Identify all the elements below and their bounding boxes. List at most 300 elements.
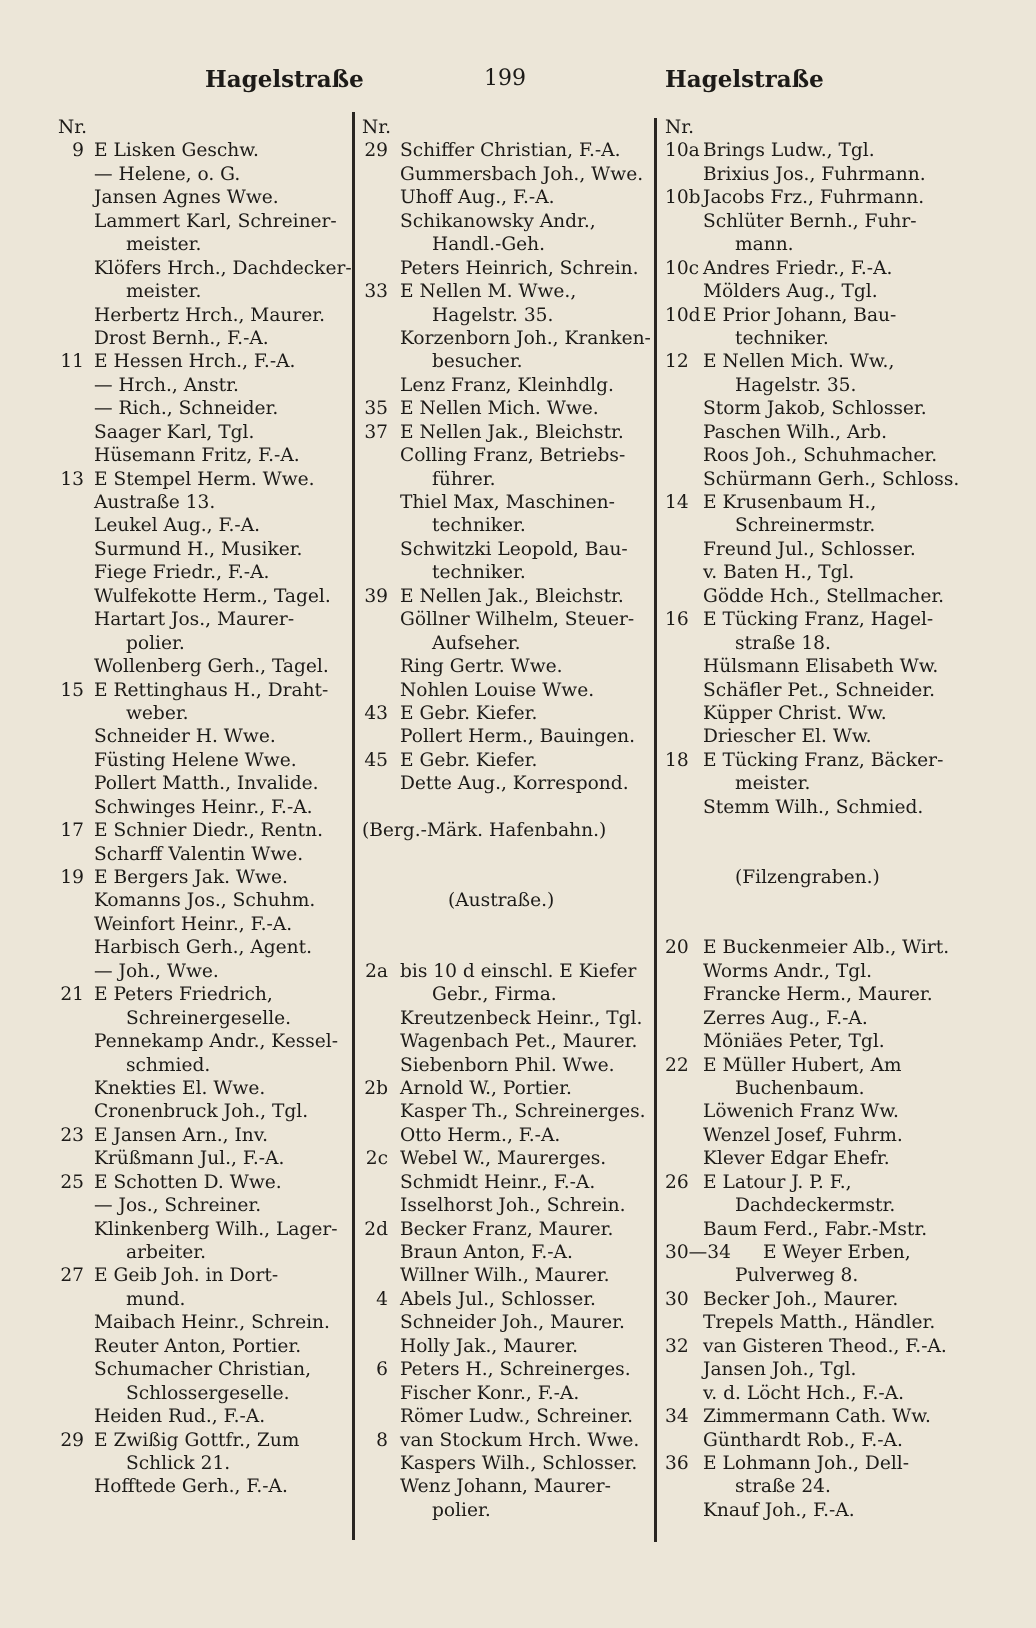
directory-entry-line bbox=[665, 257, 965, 280]
directory-entry-line bbox=[362, 796, 652, 819]
entry-text: E Müller Hubert, Am bbox=[703, 1054, 902, 1076]
entry-text: E Weyer Erben, bbox=[763, 1242, 911, 1263]
entry-text: Kasper Th., Schreinerges. bbox=[400, 1101, 646, 1123]
entry-text: v. Baten H., Tgl. bbox=[703, 562, 855, 584]
directory-entry-line bbox=[58, 491, 350, 514]
directory-entry-line bbox=[362, 397, 652, 420]
directory-entry-line bbox=[665, 1475, 965, 1498]
directory-entry-line bbox=[362, 1100, 652, 1123]
directory-entry-line bbox=[362, 843, 652, 866]
entry-text: E Stempel Herm. Wwe. bbox=[94, 468, 315, 490]
entry-text: Schlüter Bernh., Fuhr- bbox=[703, 210, 917, 232]
entry-text: E Buckenmeier Alb., Wirt. bbox=[703, 937, 950, 959]
directory-entry-line bbox=[665, 538, 965, 561]
house-number: 45 bbox=[364, 749, 388, 771]
entry-text: — Rich., Schneider. bbox=[94, 398, 279, 420]
entry-text: Wulfekotte Herm., Tagel. bbox=[94, 585, 331, 607]
entry-text: Schikanowsky Andr., bbox=[400, 210, 596, 232]
directory-entry-line bbox=[362, 679, 652, 702]
directory-entry-line bbox=[665, 421, 965, 444]
directory-entry-line bbox=[58, 163, 350, 186]
directory-entry-line bbox=[362, 585, 652, 608]
entry-continuation: Buchenbaum. bbox=[735, 1077, 865, 1099]
entry-text: Füsting Helene Wwe. bbox=[94, 749, 297, 771]
entry-text: Baum Ferd., Fabr.-Mstr. bbox=[703, 1218, 928, 1240]
directory-entry-line bbox=[58, 702, 350, 725]
entry-text: — Jos., Schreiner. bbox=[94, 1195, 262, 1217]
directory-entry-line bbox=[362, 561, 652, 584]
directory-entry-line bbox=[665, 1429, 965, 1452]
directory-entry-line bbox=[665, 163, 965, 186]
entry-text: Jansen Agnes Wwe. bbox=[94, 187, 279, 209]
entry-text: E Hessen Hrch., F.-A. bbox=[94, 351, 296, 373]
entry-text: Siebenborn Phil. Wwe. bbox=[400, 1054, 615, 1076]
directory-entry-line bbox=[362, 936, 652, 959]
entry-continuation: polier. bbox=[126, 632, 185, 654]
directory-entry-line bbox=[362, 1335, 652, 1358]
directory-entry-line bbox=[665, 280, 965, 303]
directory-entry-line bbox=[665, 1499, 965, 1522]
directory-entry-line bbox=[362, 655, 652, 678]
house-number: 13 bbox=[60, 468, 84, 490]
directory-entry-line bbox=[665, 233, 965, 256]
entry-text: Freund Jul., Schlosser. bbox=[703, 538, 916, 560]
directory-entry-line bbox=[58, 913, 350, 936]
directory-entry-line bbox=[665, 1218, 965, 1241]
directory-entry-line bbox=[362, 1218, 652, 1241]
entry-text: Krüßmann Jul., F.-A. bbox=[94, 1148, 285, 1170]
entry-text: Göllner Wilhelm, Steuer- bbox=[400, 609, 635, 631]
directory-entry-line bbox=[362, 1264, 652, 1287]
entry-text: Colling Franz, Betriebs- bbox=[400, 445, 626, 467]
entry-continuation: techniker. bbox=[432, 562, 526, 584]
directory-entry-line bbox=[362, 233, 652, 256]
entry-text: Leukel Aug., F.-A. bbox=[94, 515, 261, 537]
house-number: 2d bbox=[364, 1218, 388, 1240]
entry-text: — Joh., Wwe. bbox=[94, 960, 219, 982]
entry-text: Willner Wilh., Maurer. bbox=[400, 1265, 610, 1287]
entry-continuation: Hagelstr. 35. bbox=[735, 374, 857, 396]
entry-continuation: meister. bbox=[735, 773, 811, 795]
entry-text: E Jansen Arn., Inv. bbox=[94, 1124, 268, 1146]
entry-text: E Nellen Mich. Ww., bbox=[703, 351, 895, 373]
entry-text: Surmund H., Musiker. bbox=[94, 538, 303, 560]
directory-entry-line bbox=[362, 1171, 652, 1194]
directory-entry-line bbox=[362, 374, 652, 397]
directory-entry-line bbox=[58, 889, 350, 912]
entry-text: Brixius Jos., Fuhrmann. bbox=[703, 163, 926, 185]
entry-text: Hüsemann Fritz, F.-A. bbox=[94, 445, 300, 467]
directory-entry-line bbox=[362, 1311, 652, 1334]
house-number: 6 bbox=[376, 1359, 388, 1381]
entry-text: Küpper Christ. Ww. bbox=[703, 702, 887, 724]
directory-entry-line bbox=[362, 1194, 652, 1217]
column-number-heading: Nr. bbox=[665, 117, 695, 138]
entry-text: Holly Jak., Maurer. bbox=[400, 1335, 579, 1357]
directory-entry-line bbox=[665, 1311, 965, 1334]
entry-text: E Bergers Jak. Wwe. bbox=[94, 867, 288, 888]
directory-entry-line bbox=[665, 397, 965, 420]
entry-text: E Tücking Franz, Bäcker- bbox=[703, 749, 944, 771]
directory-entry-line bbox=[58, 350, 350, 373]
directory-entry-line bbox=[665, 913, 965, 936]
directory-entry-line bbox=[665, 1147, 965, 1170]
entry-text: Schürmann Gerh., Schloss. bbox=[703, 468, 960, 490]
directory-entry-line bbox=[665, 983, 965, 1006]
directory-entry-line bbox=[665, 1405, 965, 1428]
house-number: 34 bbox=[665, 1406, 689, 1428]
entry-text: Korzenborn Joh., Kranken- bbox=[400, 327, 651, 349]
entry-text: — Helene, o. G. bbox=[94, 163, 241, 185]
house-number: 4 bbox=[376, 1288, 388, 1310]
directory-entry-line bbox=[58, 468, 350, 491]
entry-continuation: führer. bbox=[432, 468, 496, 490]
directory-entry-line bbox=[665, 374, 965, 397]
entry-text: Wagenbach Pet., Maurer. bbox=[400, 1031, 638, 1053]
entry-text: Trepels Matth., Händler. bbox=[703, 1312, 936, 1334]
section-heading bbox=[362, 819, 652, 842]
entry-text: Fischer Konr., F.-A. bbox=[400, 1382, 580, 1404]
directory-entry-line bbox=[58, 397, 350, 420]
directory-entry-line bbox=[58, 538, 350, 561]
directory-entry-line bbox=[665, 772, 965, 795]
entry-text: E Nellen Mich. Wwe. bbox=[400, 398, 599, 420]
entry-text: Schäfler Pet., Schneider. bbox=[703, 679, 936, 701]
directory-entry-line bbox=[665, 655, 965, 678]
column-right bbox=[665, 116, 965, 1522]
entry-continuation: mund. bbox=[126, 1288, 186, 1310]
entry-text: Jacobs Frz., Fuhrmann. bbox=[703, 187, 925, 209]
directory-entry-line bbox=[665, 1358, 965, 1381]
directory-entry-line bbox=[58, 514, 350, 537]
directory-entry-line bbox=[362, 983, 652, 1006]
entry-continuation: besucher. bbox=[432, 351, 523, 373]
directory-entry-line bbox=[665, 1382, 965, 1405]
entry-text: Lenz Franz, Kleinhdlg. bbox=[400, 374, 614, 396]
house-number: 14 bbox=[665, 492, 689, 513]
directory-entry-line bbox=[665, 1264, 965, 1287]
entry-continuation: Dachdeckermstr. bbox=[735, 1195, 896, 1217]
entry-text: E Tücking Franz, Hagel- bbox=[703, 609, 934, 631]
house-number: 2a bbox=[365, 960, 388, 982]
entry-text: E Peters Friedrich, bbox=[94, 984, 273, 1006]
house-number: 39 bbox=[364, 585, 388, 607]
directory-entry-line bbox=[58, 1218, 350, 1241]
entry-text: Schmidt Heinr., F.-A. bbox=[400, 1171, 596, 1193]
entry-text: van Stockum Hrch. Wwe. bbox=[400, 1429, 640, 1451]
directory-entry-line bbox=[58, 1311, 350, 1334]
house-number: 21 bbox=[60, 984, 84, 1006]
directory-entry-line bbox=[58, 1358, 350, 1381]
entry-text: Wenz Johann, Maurer- bbox=[400, 1476, 611, 1498]
entry-text: Jansen Joh., Tgl. bbox=[703, 1359, 857, 1381]
column-divider-right bbox=[654, 118, 657, 1542]
entry-text: E Nellen Jak., Bleichstr. bbox=[400, 585, 624, 607]
directory-entry-line bbox=[362, 1429, 652, 1452]
directory-entry-line bbox=[362, 186, 652, 209]
entry-continuation: meister. bbox=[126, 234, 202, 256]
directory-entry-line bbox=[362, 1475, 652, 1498]
entry-text: Francke Herm., Maurer. bbox=[703, 984, 933, 1006]
house-number: 22 bbox=[665, 1054, 689, 1076]
entry-text: Hofftede Gerh., F.-A. bbox=[94, 1476, 288, 1498]
directory-entry-line bbox=[58, 1405, 350, 1428]
entry-text: E Rettinghaus H., Draht- bbox=[94, 679, 329, 701]
directory-entry-line bbox=[665, 749, 965, 772]
directory-entry-line bbox=[665, 350, 965, 373]
directory-entry-line bbox=[58, 257, 350, 280]
entry-continuation: techniker. bbox=[432, 515, 526, 537]
entry-text: Austraße 13. bbox=[94, 492, 216, 513]
directory-entry-line bbox=[58, 866, 350, 889]
directory-entry-line bbox=[362, 725, 652, 748]
column-divider-left bbox=[352, 112, 355, 1540]
directory-entry-line bbox=[58, 1100, 350, 1123]
directory-entry-line bbox=[665, 1124, 965, 1147]
directory-entry-line bbox=[362, 421, 652, 444]
entry-continuation: techniker. bbox=[735, 327, 829, 349]
directory-entry-line bbox=[58, 1288, 350, 1311]
directory-entry-line bbox=[362, 1241, 652, 1264]
entry-text: E Geib Joh. in Dort- bbox=[94, 1265, 279, 1287]
directory-entry-line bbox=[58, 632, 350, 655]
directory-entry-line bbox=[665, 327, 965, 350]
directory-entry-line bbox=[58, 585, 350, 608]
house-number: 35 bbox=[364, 398, 388, 420]
entry-text: Roos Joh., Schuhmacher. bbox=[703, 445, 938, 467]
entry-text: Arnold W., Portier. bbox=[400, 1077, 572, 1099]
entry-continuation: meister. bbox=[126, 281, 202, 303]
house-number: 27 bbox=[60, 1265, 84, 1287]
directory-entry-line bbox=[362, 163, 652, 186]
entry-text: Pennekamp Andr., Kessel- bbox=[94, 1031, 339, 1053]
entry-text: Nohlen Louise Wwe. bbox=[400, 679, 595, 701]
entry-text: Maibach Heinr., Schrein. bbox=[94, 1312, 330, 1334]
house-number: 10c bbox=[665, 257, 700, 279]
entry-text: Wenzel Josef, Fuhrm. bbox=[703, 1124, 903, 1146]
entry-text: Römer Ludw., Schreiner. bbox=[400, 1406, 633, 1428]
house-number: 9 bbox=[72, 140, 84, 162]
entry-text: Harbisch Gerh., Agent. bbox=[94, 937, 313, 959]
directory-entry-line bbox=[665, 796, 965, 819]
entry-continuation: Hagelstr. 35. bbox=[432, 304, 554, 326]
entry-text: E Latour J. P. F., bbox=[703, 1171, 852, 1193]
directory-entry-line bbox=[58, 561, 350, 584]
entry-continuation: mann. bbox=[735, 234, 794, 256]
entry-text: Peters H., Schreinerges. bbox=[400, 1359, 631, 1381]
directory-entry-line bbox=[362, 1030, 652, 1053]
directory-entry-line bbox=[665, 1054, 965, 1077]
section-title: (Filzengraben.) bbox=[735, 867, 880, 888]
directory-entry-line bbox=[362, 1054, 652, 1077]
directory-entry-line bbox=[58, 210, 350, 233]
entry-text: E Schotten D. Wwe. bbox=[94, 1171, 282, 1193]
directory-entry-line bbox=[665, 632, 965, 655]
directory-entry-line bbox=[58, 374, 350, 397]
house-number: 10a bbox=[665, 140, 700, 162]
directory-entry-line bbox=[58, 772, 350, 795]
column-number-heading: Nr. bbox=[362, 117, 392, 138]
running-head-right: Hagelstraße bbox=[665, 66, 824, 93]
house-number: 10b bbox=[665, 187, 701, 209]
entry-text: Gummersbach Joh., Wwe. bbox=[400, 163, 644, 185]
directory-entry-line bbox=[58, 1030, 350, 1053]
directory-entry-line bbox=[665, 304, 965, 327]
entry-text: Ring Gertr. Wwe. bbox=[400, 656, 563, 678]
section-heading bbox=[665, 866, 965, 889]
entry-text: Peters Heinrich, Schrein. bbox=[400, 257, 639, 279]
house-number: 12 bbox=[665, 351, 689, 373]
directory-entry-line bbox=[58, 233, 350, 256]
directory-entry-line bbox=[362, 1499, 652, 1522]
directory-entry-line bbox=[58, 1475, 350, 1498]
directory-entry-line bbox=[58, 608, 350, 631]
section-title: (Austraße.) bbox=[448, 890, 555, 912]
directory-entry-line bbox=[362, 468, 652, 491]
entry-text: Andres Friedr., F.-A. bbox=[703, 257, 893, 279]
entry-text: Zerres Aug., F.-A. bbox=[703, 1007, 868, 1029]
entry-text: Klever Edgar Ehefr. bbox=[703, 1148, 890, 1170]
house-number: 26 bbox=[665, 1171, 689, 1193]
directory-entry-line bbox=[362, 139, 652, 162]
house-number: 23 bbox=[60, 1124, 84, 1146]
directory-entry-line bbox=[58, 1054, 350, 1077]
entry-continuation: schmied. bbox=[126, 1054, 211, 1076]
entry-text: Herbertz Hrch., Maurer. bbox=[94, 304, 326, 326]
entry-text: Knekties El. Wwe. bbox=[94, 1077, 266, 1099]
directory-entry-line bbox=[58, 1241, 350, 1264]
entry-text: Wollenberg Gerh., Tagel. bbox=[94, 656, 329, 678]
entry-text: Webel W., Maurerges. bbox=[400, 1148, 607, 1170]
directory-entry-line bbox=[362, 608, 652, 631]
entry-text: Scharff Valentin Wwe. bbox=[94, 843, 304, 865]
house-number: 33 bbox=[364, 281, 388, 303]
entry-text: Günthardt Rob., F.-A. bbox=[703, 1429, 903, 1451]
house-number: 37 bbox=[364, 421, 388, 443]
directory-entry-line bbox=[58, 139, 350, 162]
directory-entry-line bbox=[58, 983, 350, 1006]
directory-entry-line bbox=[665, 561, 965, 584]
entry-text: Schiffer Christian, F.-A. bbox=[400, 140, 621, 162]
directory-entry-line bbox=[362, 749, 652, 772]
directory-entry-line bbox=[58, 1335, 350, 1358]
directory-entry-line bbox=[58, 280, 350, 303]
entry-continuation: Schreinermstr. bbox=[735, 515, 876, 537]
directory-entry-line bbox=[665, 444, 965, 467]
directory-entry-line bbox=[665, 725, 965, 748]
entry-text: E Schnier Diedr., Rentn. bbox=[94, 820, 324, 842]
house-number: 2c bbox=[365, 1148, 388, 1170]
directory-entry-line bbox=[362, 514, 652, 537]
entry-text: Klinkenberg Wilh., Lager- bbox=[94, 1218, 338, 1240]
entry-text: Möniäes Peter, Tgl. bbox=[703, 1031, 885, 1053]
directory-entry-line bbox=[362, 1452, 652, 1475]
house-number: 43 bbox=[364, 702, 388, 724]
directory-entry-line bbox=[58, 421, 350, 444]
entry-continuation: Schlossergeselle. bbox=[126, 1382, 290, 1404]
directory-entry-line bbox=[665, 1241, 965, 1264]
entry-text: Schwitzki Leopold, Bau- bbox=[400, 538, 628, 560]
directory-entry-line bbox=[58, 1194, 350, 1217]
page-number: 199 bbox=[484, 66, 526, 91]
directory-entry-line bbox=[665, 210, 965, 233]
entry-text: Fiege Friedr., F.-A. bbox=[94, 562, 270, 584]
entry-continuation: weber. bbox=[126, 702, 189, 724]
directory-entry-line bbox=[665, 960, 965, 983]
directory-entry-line bbox=[665, 1452, 965, 1475]
entry-text: Isselhorst Joh., Schrein. bbox=[400, 1195, 626, 1217]
entry-text: Pollert Herm., Bauingen. bbox=[400, 726, 636, 748]
entry-text: E Nellen Jak., Bleichstr. bbox=[400, 421, 624, 443]
directory-entry-line bbox=[665, 608, 965, 631]
directory-entry-line bbox=[58, 960, 350, 983]
directory-entry-line bbox=[362, 444, 652, 467]
directory-entry-line bbox=[362, 1007, 652, 1030]
entry-text: Klöfers Hrch., Dachdecker- bbox=[94, 257, 352, 279]
entry-text: E Lohmann Joh., Dell- bbox=[703, 1452, 910, 1474]
house-number: 30 bbox=[665, 1288, 689, 1310]
house-number: 20 bbox=[665, 937, 689, 959]
directory-entry-line bbox=[362, 210, 652, 233]
entry-text: Zimmermann Cath. Ww. bbox=[703, 1406, 931, 1428]
entry-text: Reuter Anton, Portier. bbox=[94, 1335, 302, 1357]
directory-entry-line bbox=[362, 1288, 652, 1311]
directory-entry-line bbox=[362, 327, 652, 350]
entry-text: Uhoff Aug., F.-A. bbox=[400, 187, 555, 209]
directory-entry-line bbox=[665, 1194, 965, 1217]
directory-entry-line bbox=[362, 866, 652, 889]
entry-text: E Nellen M. Wwe., bbox=[400, 281, 577, 303]
entry-text: E Krusenbaum H., bbox=[703, 492, 877, 513]
house-number: 32 bbox=[665, 1335, 689, 1357]
entry-text: Schneider H. Wwe. bbox=[94, 726, 276, 748]
directory-entry-line bbox=[665, 843, 965, 866]
entry-text: Hülsmann Elisabeth Ww. bbox=[703, 656, 939, 678]
house-number: 15 bbox=[60, 679, 84, 701]
directory-entry-line bbox=[58, 304, 350, 327]
entry-text: Komanns Jos., Schuhm. bbox=[94, 890, 316, 912]
house-number: 30—34 bbox=[665, 1242, 731, 1263]
directory-entry-line bbox=[665, 139, 965, 162]
entry-text: Paschen Wilh., Arb. bbox=[703, 421, 888, 443]
directory-entry-line bbox=[362, 304, 652, 327]
directory-entry-line bbox=[58, 1452, 350, 1475]
entry-text: — Hrch., Anstr. bbox=[94, 374, 239, 396]
directory-entry-line bbox=[665, 702, 965, 725]
entry-text: Becker Joh., Maurer. bbox=[703, 1288, 899, 1310]
entry-text: Driescher El. Ww. bbox=[703, 726, 872, 748]
directory-entry-line bbox=[665, 585, 965, 608]
entry-text: Hartart Jos., Maurer- bbox=[94, 609, 295, 631]
house-number: 17 bbox=[60, 820, 84, 842]
directory-entry-line bbox=[362, 350, 652, 373]
directory-entry-line bbox=[58, 1429, 350, 1452]
directory-entry-line bbox=[58, 725, 350, 748]
directory-entry-line bbox=[362, 491, 652, 514]
directory-entry-line bbox=[58, 186, 350, 209]
entry-text: Kaspers Wilh., Schlosser. bbox=[400, 1452, 638, 1474]
entry-text: E Zwißig Gottfr., Zum bbox=[94, 1429, 300, 1451]
entry-continuation: Pulverweg 8. bbox=[735, 1265, 859, 1287]
entry-text: Otto Herm., F.-A. bbox=[400, 1124, 561, 1146]
directory-entry-line bbox=[665, 1335, 965, 1358]
entry-text: Heiden Rud., F.-A. bbox=[94, 1406, 266, 1428]
directory-entry-line bbox=[665, 1030, 965, 1053]
directory-entry-line bbox=[665, 1288, 965, 1311]
directory-entry-line bbox=[58, 1124, 350, 1147]
directory-entry-line bbox=[58, 843, 350, 866]
directory-entry-line bbox=[362, 1147, 652, 1170]
